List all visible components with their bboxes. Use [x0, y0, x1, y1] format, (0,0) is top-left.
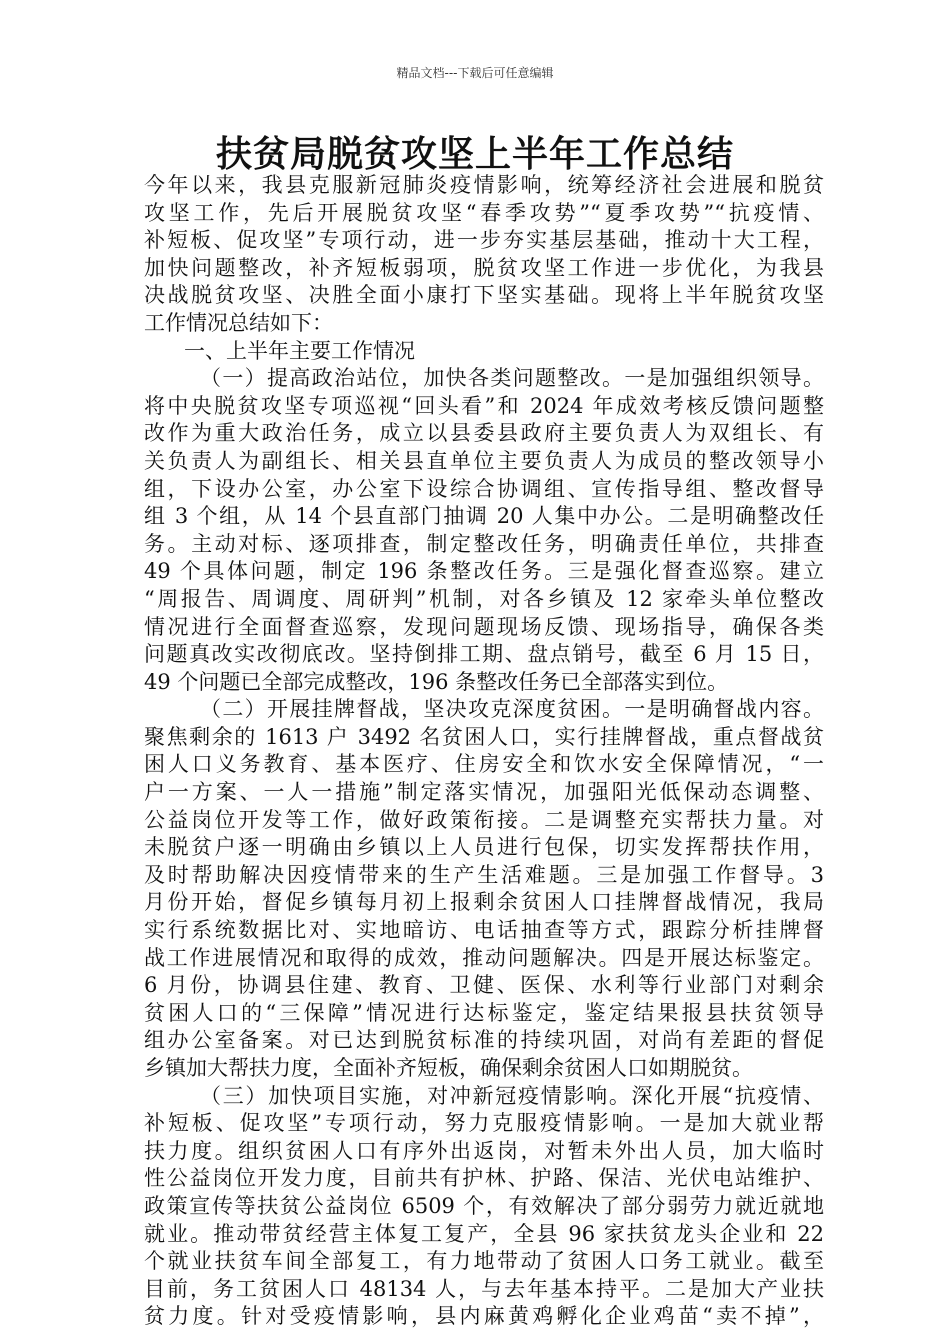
body-line: 扶力度。组织贫困人口有序外出返岗，对暂未外出人员，加大临时 — [144, 1138, 824, 1163]
body-line: 未脱贫户逐一明确由乡镇以上人员进行包保，切实发挥帮扶作用， — [144, 835, 824, 860]
subsection-heading-line: （三）加快项目实施，对冲新冠疫情影响。深化开展“抗疫情、 — [200, 1083, 824, 1108]
body-line: 将中央脱贫攻坚专项巡视“回头看”和 2024 年成效考核反馈问题整 — [144, 393, 824, 418]
body-line: 组办公室备案。对已达到脱贫标准的持续巩固，对尚有差距的督促 — [144, 1028, 824, 1053]
body-line: 月份开始，督促乡镇每月初上报剩余贫困人口挂牌督战情况，我局 — [144, 890, 824, 915]
body-line: “周报告、周调度、周研判”机制，对各乡镇及 12 家牵头单位整改 — [144, 586, 824, 611]
body-line: 49 个具体问题，制定 196 条整改任务。三是强化督查巡察。建立 — [144, 559, 824, 584]
body-line: 乡镇加大帮扶力度，全面补齐短板，确保剩余贫困人口如期脱贫。 — [144, 1056, 753, 1080]
body-line: 问题真改实改彻底改。坚持倒排工期、盘点销号，截至 6 月 15 日， — [144, 642, 824, 667]
page-header: 精品文档---下载后可任意编辑 — [396, 66, 554, 80]
body-line: 困人口义务教育、基本医疗、住房安全和饮水安全保障情况，“一 — [144, 752, 824, 777]
body-line: 个就业扶贫车间全部复工，有力地带动了贫困人口务工就业。截至 — [144, 1249, 824, 1274]
body-line: 组 3 个组，从 14 个县直部门抽调 20 人集中办公。二是明确整改任 — [144, 504, 824, 529]
body-line: 关负责人为副组长、相关县直单位主要负责人为成员的整改领导小 — [144, 448, 824, 473]
document-body — [144, 172, 824, 1331]
body-line: 战工作进展情况和取得的成效，推动问题解决。四是开展达标鉴定。 — [144, 945, 824, 970]
body-line: 决战脱贫攻坚、决胜全面小康打下坚实基础。现将上半年脱贫攻坚 — [144, 283, 824, 308]
body-line: 就业。推动带贫经营主体复工复产，全县 96 家扶贫龙头企业和 22 — [144, 1221, 824, 1246]
body-line: 务。主动对标、逐项排查，制定整改任务，明确责任单位，共排查 — [144, 531, 824, 556]
body-line: 公益岗位开发等工作，做好政策衔接。二是调整充实帮扶力量。对 — [144, 807, 824, 832]
body-line: 改作为重大政治任务，成立以县委县政府主要负责人为双组长、有 — [144, 421, 824, 446]
body-line: 49 个问题已全部完成整改，196 条整改任务已全部落实到位。 — [144, 669, 729, 694]
body-line: 聚焦剩余的 1613 户 3492 名贫困人口，实行挂牌督战，重点督战贫 — [144, 724, 824, 749]
subsection-heading-line: （二）开展挂牌督战，坚决攻克深度贫困。一是明确督战内容。 — [200, 697, 824, 722]
section-heading: 一、上半年主要工作情况 — [184, 338, 415, 363]
body-line: 性公益岗位开发力度，目前共有护林、护路、保洁、光伏电站维护、 — [144, 1166, 824, 1191]
body-line: 贫困人口的“三保障”情况进行达标鉴定，鉴定结果报县扶贫领导 — [144, 1000, 824, 1025]
body-line: 情况进行全面督查巡察，发现问题现场反馈、现场指导，确保各类 — [144, 614, 824, 639]
body-line: 补短板、促攻坚”专项行动，努力克服疫情影响。一是加大就业帮 — [144, 1111, 824, 1136]
body-line: 攻坚工作，先后开展脱贫攻坚“春季攻势”“夏季攻势”“抗疫情、 — [144, 200, 824, 225]
body-line: 及时帮助解决因疫情带来的生产生活难题。三是加强工作督导。3 — [144, 862, 824, 887]
body-line: 加快问题整改，补齐短板弱项，脱贫攻坚工作进一步优化，为我县 — [144, 255, 824, 280]
body-line: 6 月份，协调县住建、教育、卫健、医保、水利等行业部门对剩余 — [144, 973, 824, 998]
body-line: 补短板、促攻坚”专项行动，进一步夯实基层基础，推动十大工程， — [144, 228, 824, 253]
body-line: 目前，务工贫困人口 48134 人，与去年基本持平。二是加大产业扶 — [144, 1276, 824, 1301]
body-line: 组，下设办公室，办公室下设综合协调组、宣传指导组、整改督导 — [144, 476, 824, 501]
body-line: 贫力度。针对受疫情影响，县内麻黄鸡孵化企业鸡苗“卖不掉”， — [144, 1304, 824, 1329]
document-title: 扶贫局脱贫攻坚上半年工作总结 — [215, 134, 734, 175]
body-line: 政策宣传等扶贫公益岗位 6509 个，有效解决了部分弱劳力就近就地 — [144, 1193, 824, 1218]
body-line: 今年以来，我县克服新冠肺炎疫情影响，统筹经济社会进展和脱贫 — [144, 173, 824, 197]
subsection-heading-line: （一）提高政治站位，加快各类问题整改。一是加强组织领导。 — [200, 366, 824, 391]
body-line: 实行系统数据比对、实地暗访、电话抽查等方式，跟踪分析挂牌督 — [144, 918, 824, 943]
body-line: 户一方案、一人一措施”制定落实情况，加强阳光低保动态调整、 — [144, 780, 824, 805]
body-line: 工作情况总结如下： — [144, 310, 333, 335]
